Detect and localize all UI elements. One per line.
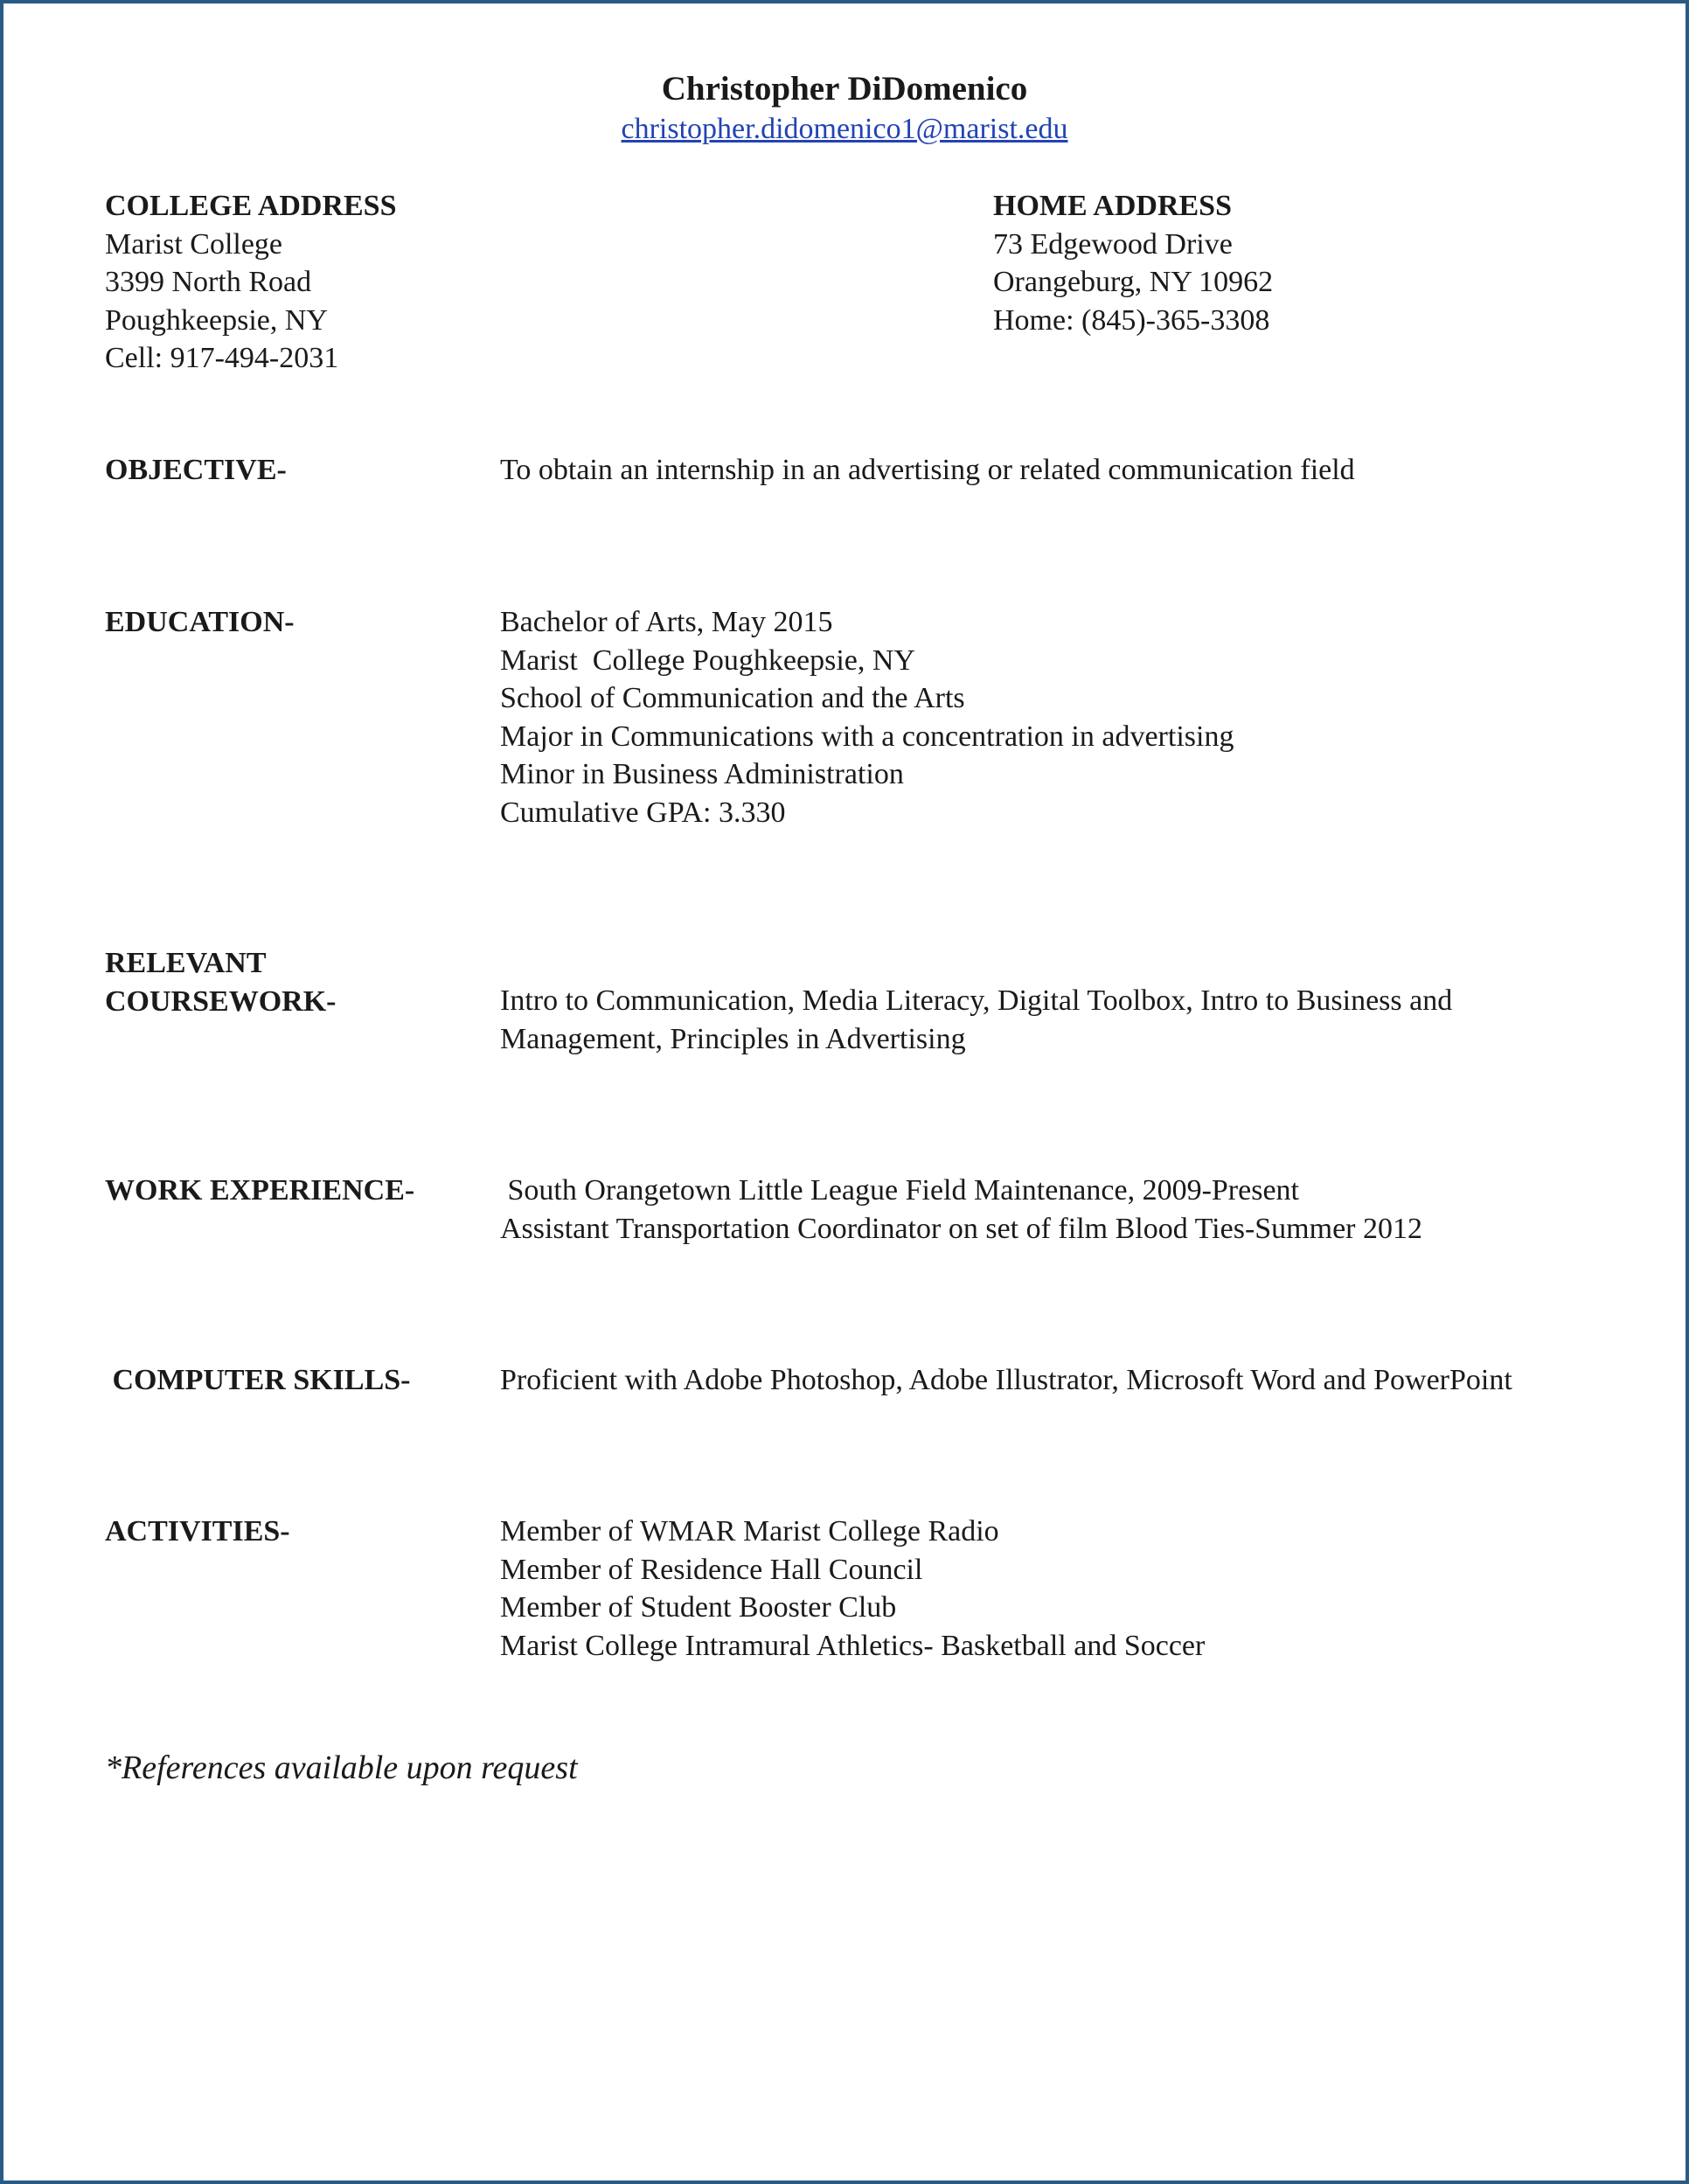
coursework-line: Management, Principles in Advertising (500, 1022, 966, 1055)
coursework-label-line: RELEVANT (105, 947, 267, 979)
computer-skills-label: COMPUTER SKILLS- (105, 1364, 411, 1396)
work-experience-content (500, 1172, 1422, 1248)
college-address-line: Cell: 917-494-2031 (105, 342, 339, 374)
candidate-name: Christopher DiDomenico (661, 70, 1028, 108)
coursework-label-line: COURSEWORK- (105, 984, 337, 1018)
home-address-block (993, 187, 1273, 339)
education-line: Cumulative GPA: 3.330 (500, 796, 786, 829)
college-address-line: Poughkeepsie, NY (105, 303, 328, 337)
computer-skills-content (500, 1361, 1512, 1400)
work-experience-line: Assistant Transportation Coordinator on set of film Blood Ties-Summer 2012 (500, 1212, 1422, 1245)
college-address-block (105, 187, 397, 378)
objective-content (500, 451, 1355, 490)
activities-line: Member of Student Booster Club (500, 1591, 897, 1624)
home-address-line: 73 Edgewood Drive (993, 227, 1233, 261)
education-line: Major in Communications with a concentration in advertising (500, 720, 1234, 753)
computer-skills-line: Proficient with Adobe Photoshop, Adobe Illustrator, Microsoft Word and PowerPoint (500, 1364, 1512, 1396)
education-line: Bachelor of Arts, May 2015 (500, 606, 833, 638)
objective-label: OBJECTIVE- (105, 454, 287, 486)
coursework-line: Intro to Communication, Media Literacy, Digital Toolbox, Intro to Business and (500, 984, 1453, 1017)
coursework-label (105, 944, 336, 1020)
email-link[interactable]: christopher.didomenico1@marist.edu (621, 113, 1068, 145)
home-address-heading: HOME ADDRESS (993, 190, 1232, 222)
education-content (500, 603, 1234, 831)
activities-label: ACTIVITIES- (105, 1515, 290, 1548)
activities-line: Member of Residence Hall Council (500, 1553, 923, 1586)
education-label: EDUCATION- (105, 606, 295, 638)
objective-line: To obtain an internship in an advertising or related communication field (500, 454, 1355, 486)
coursework-content (500, 982, 1452, 1058)
work-experience-label: WORK EXPERIENCE- (105, 1174, 415, 1207)
college-address-heading: COLLEGE ADDRESS (105, 190, 397, 222)
work-experience-line: South Orangetown Little League Field Maintenance, 2009-Present (500, 1174, 1299, 1207)
college-address-line: Marist College (105, 227, 283, 261)
references-note: *References available upon request (105, 1749, 578, 1786)
college-address-line: 3399 North Road (105, 266, 312, 298)
activities-line: Member of WMAR Marist College Radio (500, 1515, 999, 1548)
education-line: School of Communication and the Arts (500, 682, 965, 714)
education-line: Minor in Business Administration (500, 758, 904, 790)
home-address-line: Orangeburg, NY 10962 (993, 266, 1274, 298)
education-line: Marist College Poughkeepsie, NY (500, 643, 915, 677)
activities-content (500, 1513, 1205, 1665)
activities-line: Marist College Intramural Athletics- Basketball and Soccer (500, 1629, 1206, 1662)
home-address-line: Home: (845)-365-3308 (993, 303, 1270, 337)
